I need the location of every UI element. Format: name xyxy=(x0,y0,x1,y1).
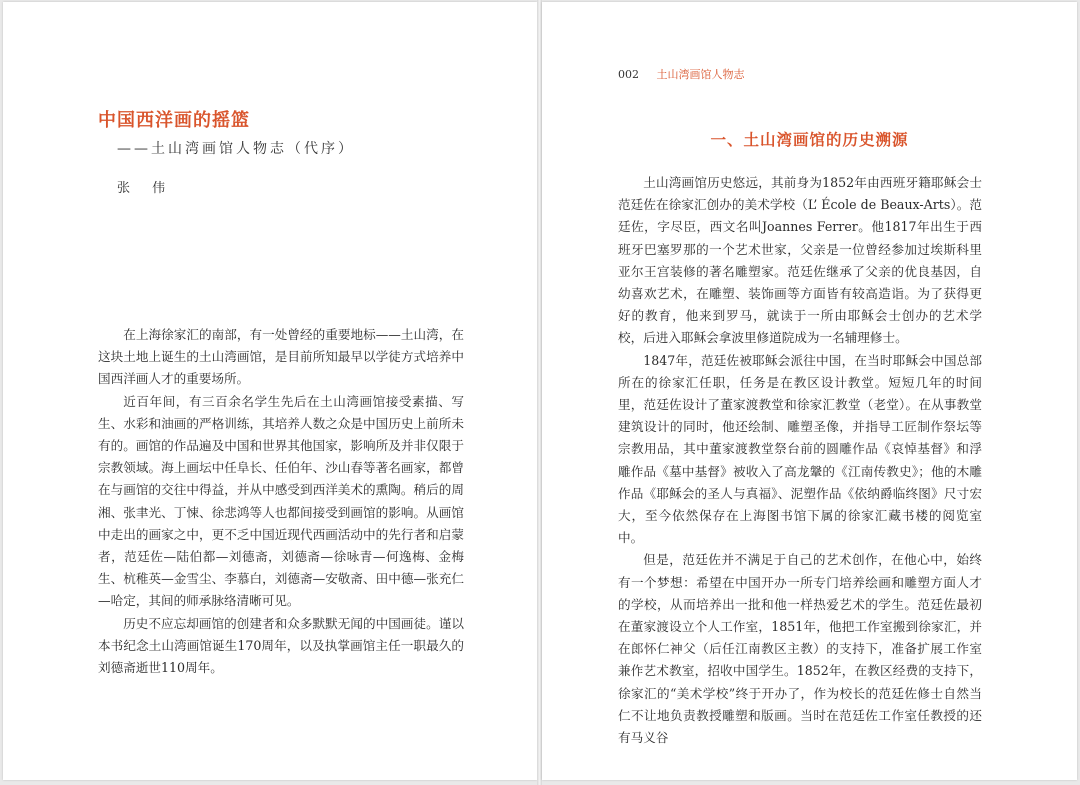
author-name: 张 伟 xyxy=(117,181,168,196)
book-subtitle: ——土山湾画馆人物志（代序） xyxy=(117,141,355,157)
page-number: 002 xyxy=(618,68,639,81)
preface-paragraph-3: 历史不应忘却画馆的创建者和众多默默无闻的中国画徒。谨以本书纪念土山湾画馆诞生170周年，以及执掌画馆主任一职最久的刘德斋逝世110周年。 xyxy=(98,615,464,676)
chapter-body xyxy=(618,172,982,749)
chapter-paragraph-2: 1847年，范廷佐被耶稣会派往中国，在当时耶稣会中国总部所在的徐家汇任职，任务是在教区设计教堂。短短几年的时间里，范廷佐设计了董家渡教堂和徐家汇教堂（老堂）。在从事教堂建筑设计的同时，他还绘制、雕塑圣像，并指导工匠制作祭坛等宗教用品，其中董家渡教堂祭台前的圆雕作品《哀悼基督》和浮雕作品《墓中基督》被收入了高龙鞶的《江南传教史》；他的木雕作品《耶稣会的圣人与真福》、泥塑作品《依纳爵临终图》尺寸宏大，至今依然保存在上海图书馆下属的徐家汇藏书楼的阅览室中。 xyxy=(618,352,982,546)
running-title: 土山湾画馆人物志 xyxy=(656,68,745,81)
chapter-paragraph-3: 但是，范廷佐并不满足于自己的艺术创作，在他心中，始终有一个梦想：希望在中国开办一所专门培养绘画和雕塑方面人才的学校，从而培养出一批和他一样热爱艺术的学生。范廷佐最初在董家渡设立个人工作室，1851年，他把工作室搬到徐家汇，并在郎怀仁神父（后任江南教区主教）的支持下，准备扩展工作室兼作艺术教室，招收中国学生。1852年，在教区经费的支持下，徐家汇的“美术学校”终于开办了，作为校长的范廷佐修士自然当仁不让地负责教授雕塑和版画。当时在范廷佐工作室任教授的还有马义谷 xyxy=(618,552,982,746)
preface-body xyxy=(98,324,464,679)
chapter-paragraph-1: 土山湾画馆历史悠远，其前身为1852年由西班牙籍耶稣会士范廷佐在徐家汇创办的美术学校（L’ École de Beaux-Arts）。范廷佐，字尽臣，西文名叫Joannes Ferrer。他1817年出生于西班牙巴塞罗那的一个艺术世家，父亲是一位曾经参加过埃斯科里亚尔王宫装修的著名雕塑家。范廷佐继承了父亲的优良基因，自幼喜欢艺术，在雕塑、装饰画等方面皆有较高造诣。为了获得更好的教育，他来到罗马，就读于一所由耶稣会士创办的艺术学校，后进入耶稣会拿波里修道院成为一名辅理修士。 xyxy=(618,175,982,346)
right-page xyxy=(542,2,1077,780)
section-title: 一、土山湾画馆的历史溯源 xyxy=(710,130,909,149)
left-page xyxy=(3,2,537,780)
preface-paragraph-2: 近百年间，有三百余名学生先后在土山湾画馆接受素描、写生、水彩和油画的严格训练，其培养人数之众是中国历史上前所未有的。画馆的作品遍及中国和世界其他国家，影响所及并非仅限于宗教领域。海上画坛中任阜长、任伯年、沙山春等著名画家，都曾在与画馆的交往中得益，并从中感受到西洋美术的熏陶。稍后的周湘、张聿光、丁悚、徐悲鸿等人也都间接受到画馆的影响。从画馆中走出的画家之中，更不乏中国近现代西画活动中的先行者和启蒙者，范廷佐—陆伯都—刘德斋，刘德斋—徐咏青—何逸梅、金梅生、杭稚英—金雪尘、李慕白，刘德斋—安敬斋、田中德—张充仁—哈定，其间的师承脉络清晰可见。 xyxy=(98,393,464,609)
running-header xyxy=(618,66,745,82)
book-title: 中国西洋画的摇篮 xyxy=(98,110,250,131)
preface-paragraph-1: 在上海徐家汇的南部，有一处曾经的重要地标——土山湾，在这块土地上诞生的土山湾画馆，是目前所知最早以学徒方式培养中国西洋画人才的重要场所。 xyxy=(98,327,464,387)
